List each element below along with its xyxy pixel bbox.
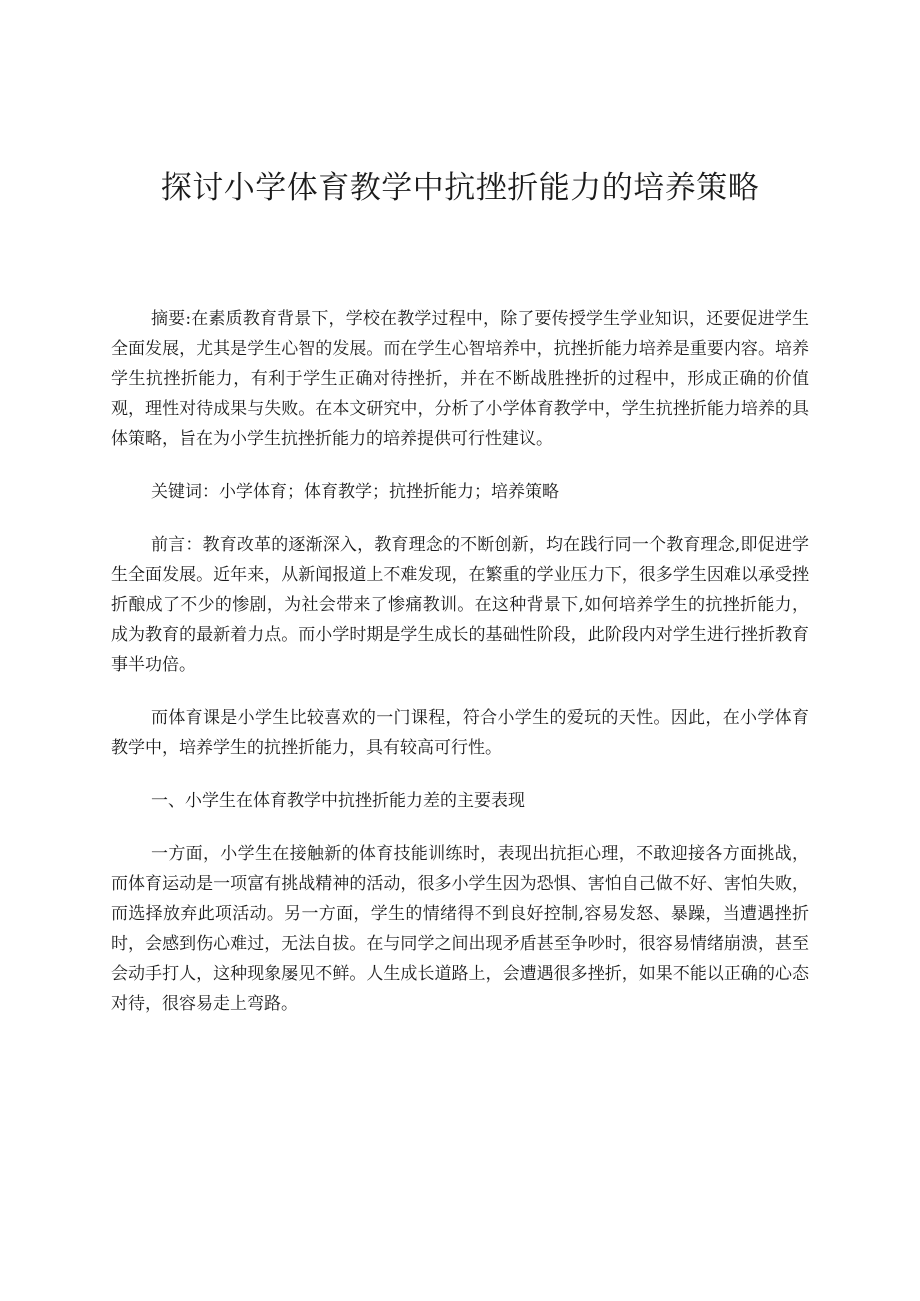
section-heading: 一、小学生在体育教学中抗挫折能力差的主要表现 (151, 791, 525, 811)
section-body-paragraph: 一方面，小学生在接触新的体育技能训练时，表现出抗拒心理，不敢迎接各方面挑战，而体育运动是一项富有挑战精神的活动，很多小学生因为恐惧、害怕自己做不好、害怕失败，而选择放弃此项活动。另一方面，学生的情绪得不到良好控制,容易发怒、暴躁，当遭遇挫折时，会感到伤心难过，无法自拔。在与同学之间出现矛盾甚至争吵时，很容易情绪崩溃，甚至会动手打人，这种现象屡见不鲜。人生成长道路上，会遭遇很多挫折，如果不能以正确的心态对待，很容易走上弯路。 (111, 844, 809, 1014)
document-body (111, 304, 809, 1019)
document-title: 探讨小学体育教学中抗挫折能力的培养策略 (160, 170, 760, 206)
body-paragraph: 而体育课是小学生比较喜欢的一门课程，符合小学生的爱玩的天性。因此，在小学体育教学中，培养学生的抗挫折能力，具有较高可行性。 (111, 708, 809, 758)
abstract-paragraph: 摘要:在素质教育背景下，学校在教学过程中，除了要传授学生学业知识，还要促进学生全面发展，尤其是学生心智的发展。而在学生心智培养中，抗挫折能力培养是重要内容。培养学生抗挫折能力，有利于学生正确对待挫折，并在不断战胜挫折的过程中，形成正确的价值观，理性对待成果与失败。在本文研究中，分析了小学体育教学中，学生抗挫折能力培养的具体策略，旨在为小学生抗挫折能力的培养提供可行性建议。 (111, 309, 809, 449)
preface-paragraph: 前言：教育改革的逐渐深入，教育理念的不断创新，均在践行同一个教育理念,即促进学生全面发展。近年来，从新闻报道上不难发现，在繁重的学业压力下，很多学生因难以承受挫折酿成了不少的惨剧，为社会带来了惨痛教训。在这种背景下,如何培养学生的抗挫折能力，成为教育的最新着力点。而小学时期是学生成长的基础性阶段，此阶段内对学生进行挫折教育事半功倍。 (111, 535, 809, 675)
keywords-paragraph: 关键词：小学体育；体育教学；抗挫折能力；培养策略 (151, 482, 559, 502)
